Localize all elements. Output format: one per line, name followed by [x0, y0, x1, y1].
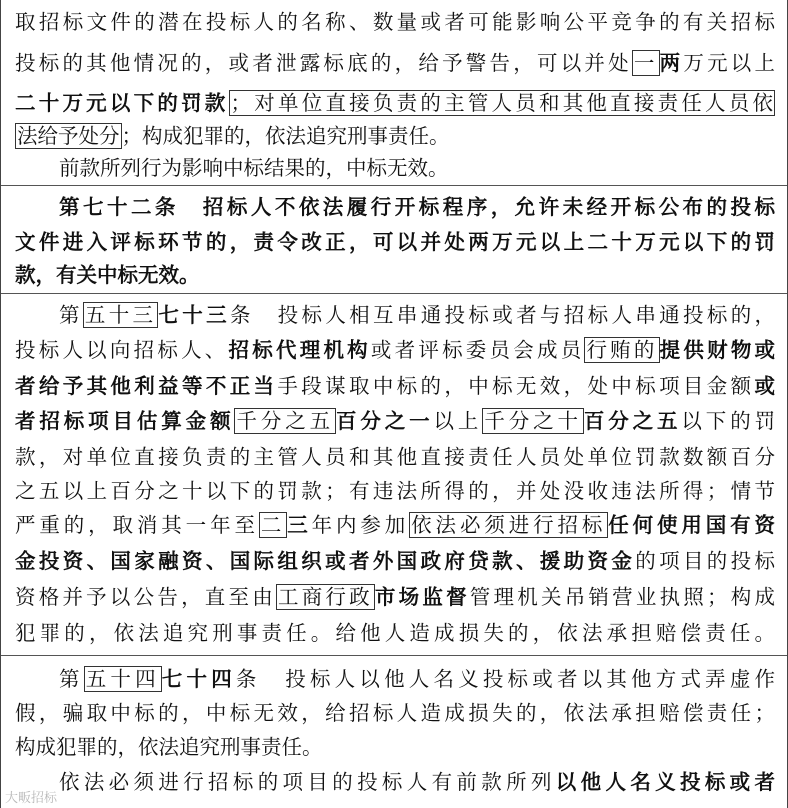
text-line: 第五十三七十三条 投标人相互串通投标或者与招标人串通投标的， [59, 303, 775, 327]
text-line: 款，对单位直接负责的主管人员和其他直接责任人员处单位罚款数额百分 [15, 445, 775, 469]
deleted-text-box: 工商行政 [277, 585, 373, 609]
text-line: 第七十二条 招标人不依法履行开标程序，允许未经开标公布的投标 [59, 195, 775, 219]
text-line: 文件进入评标环节的，责令改正，可以并处两万元以上二十万元以下的罚 [15, 230, 775, 254]
text-line: 法给予处分；构成犯罪的，依法追究刑事责任。 [17, 124, 450, 148]
deleted-text-box: 千分之五 [236, 409, 334, 433]
section-prior-clause [1, 0, 787, 186]
watermark: 大畈招标 [5, 791, 58, 806]
deleted-text-box: 依法必须进行招标 [411, 513, 607, 537]
section-article-72 [1, 186, 787, 294]
text-line: 款，有关中标无效。 [15, 263, 200, 287]
text-line: 二十万元以下的罚款；对单位直接负责的主管人员和其他直接责任人员依 [15, 91, 774, 115]
text-line: 者给予其他利益等不正当手段谋取中标的，中标无效，处中标项目金额或 [15, 374, 775, 398]
deleted-text-box: 法给予处分 [17, 124, 120, 148]
text-line: 资格并予以公告，直至由工商行政市场监督管理机关吊销营业执照；构成 [15, 585, 775, 609]
text-line: 构成犯罪的，依法追究刑事责任。 [15, 735, 323, 759]
text-line: 假，骗取中标的，中标无效，给招标人造成损失的，依法承担赔偿责任； [15, 701, 775, 725]
deleted-text-box: 五十三 [84, 303, 157, 327]
text-line: 前款所列行为影响中标结果的，中标无效。 [59, 156, 449, 180]
text-line: 取招标文件的潜在投标人的名称、数量或者可能影响公平竞争的有关招标 [15, 10, 775, 34]
text-line: 之五以上百分之十以下的罚款；有违法所得的，并处没收违法所得；情节 [15, 479, 775, 503]
deleted-text-box: 千分之十 [484, 409, 582, 433]
text-line: 金投资、国家融资、国际组织或者外国政府贷款、援助资金的项目的投标 [15, 549, 775, 573]
text-line: 投标人以向招标人、招标代理机构或者评标委员会成员行贿的提供财物或 [15, 338, 775, 362]
text-line: 投标的其他情况的，或者泄露标底的，给予警告，可以并处一两万元以上 [15, 51, 775, 75]
deleted-text-box: 一 [633, 51, 658, 75]
text-line: 依法必须进行招标的项目的投标人有前款所列以他人名义投标或者 [59, 770, 775, 794]
deleted-text-box: 五十四 [85, 667, 160, 691]
deleted-text-box: 二 [260, 513, 286, 537]
section-article-74 [1, 656, 787, 808]
text-line: 者招标项目估算金额千分之五百分之一以上千分之十百分之五以下的罚 [15, 409, 775, 433]
text-line: 第五十四七十四条 投标人以他人名义投标或者以其他方式弄虚作 [59, 667, 775, 691]
deleted-text-box: ；对单位直接负责的主管人员和其他直接责任人员依 [230, 91, 774, 115]
deleted-text-box: 行贿的 [586, 338, 658, 362]
text-line: 严重的，取消其一年至二三年内参加依法必须进行招标任何使用国有资 [15, 513, 775, 537]
section-article-73 [1, 294, 787, 656]
text-line: 犯罪的，依法追究刑事责任。给他人造成损失的，依法承担赔偿责任。 [15, 621, 775, 645]
